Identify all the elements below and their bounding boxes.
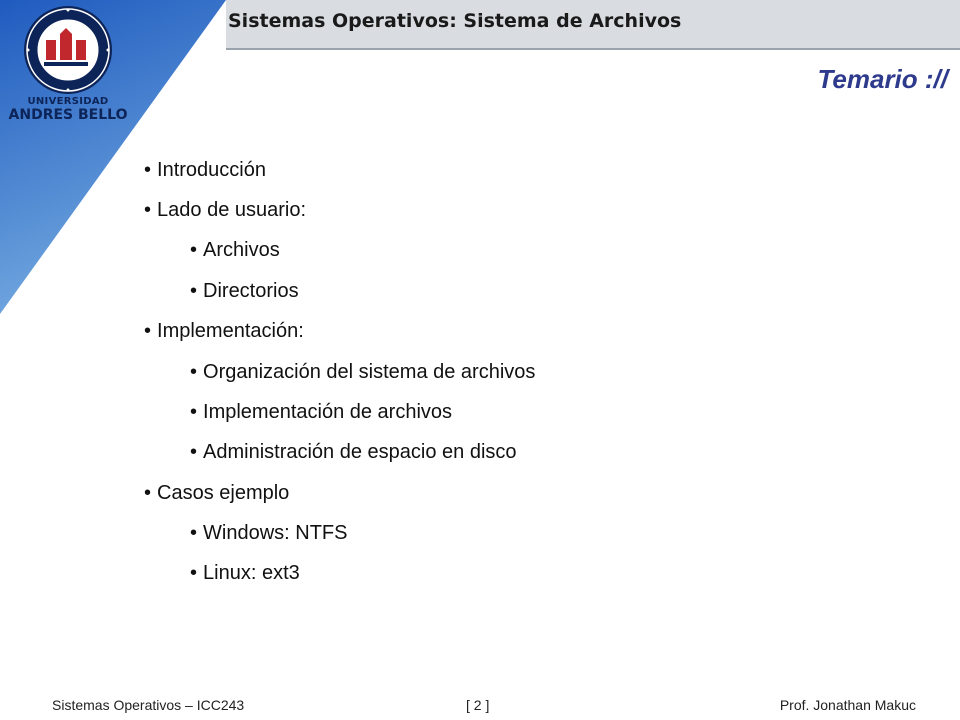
logo-line-andres-bello: ANDRES BELLO xyxy=(8,107,128,123)
agenda-subitem: • Administración de espacio en disco xyxy=(190,441,517,463)
agenda-item: • Implementación: xyxy=(144,320,304,342)
footer-course: Sistemas Operativos – ICC243 xyxy=(52,697,245,713)
agenda-subitem: • Directorios xyxy=(190,280,299,302)
logo-line-universidad: UNIVERSIDAD xyxy=(27,96,109,107)
agenda-item: • Introducción xyxy=(144,159,266,181)
agenda-item: • Casos ejemplo xyxy=(144,482,290,504)
agenda-subitem: • Implementación de archivos xyxy=(190,401,453,423)
agenda-subitem: • Linux: ext3 xyxy=(190,562,300,584)
slide-title: Temario :// xyxy=(817,64,948,94)
agenda-subitem: • Organización del sistema de archivos xyxy=(190,361,536,383)
agenda-item: • Lado de usuario: xyxy=(144,199,307,221)
agenda-subitem: • Windows: NTFS xyxy=(190,522,348,544)
footer-page-number: [ 2 ] xyxy=(466,697,490,713)
header-title: Sistemas Operativos: Sistema de Archivos xyxy=(228,10,682,32)
footer-professor: Prof. Jonathan Makuc xyxy=(779,697,916,713)
agenda-subitem: • Archivos xyxy=(190,239,280,261)
